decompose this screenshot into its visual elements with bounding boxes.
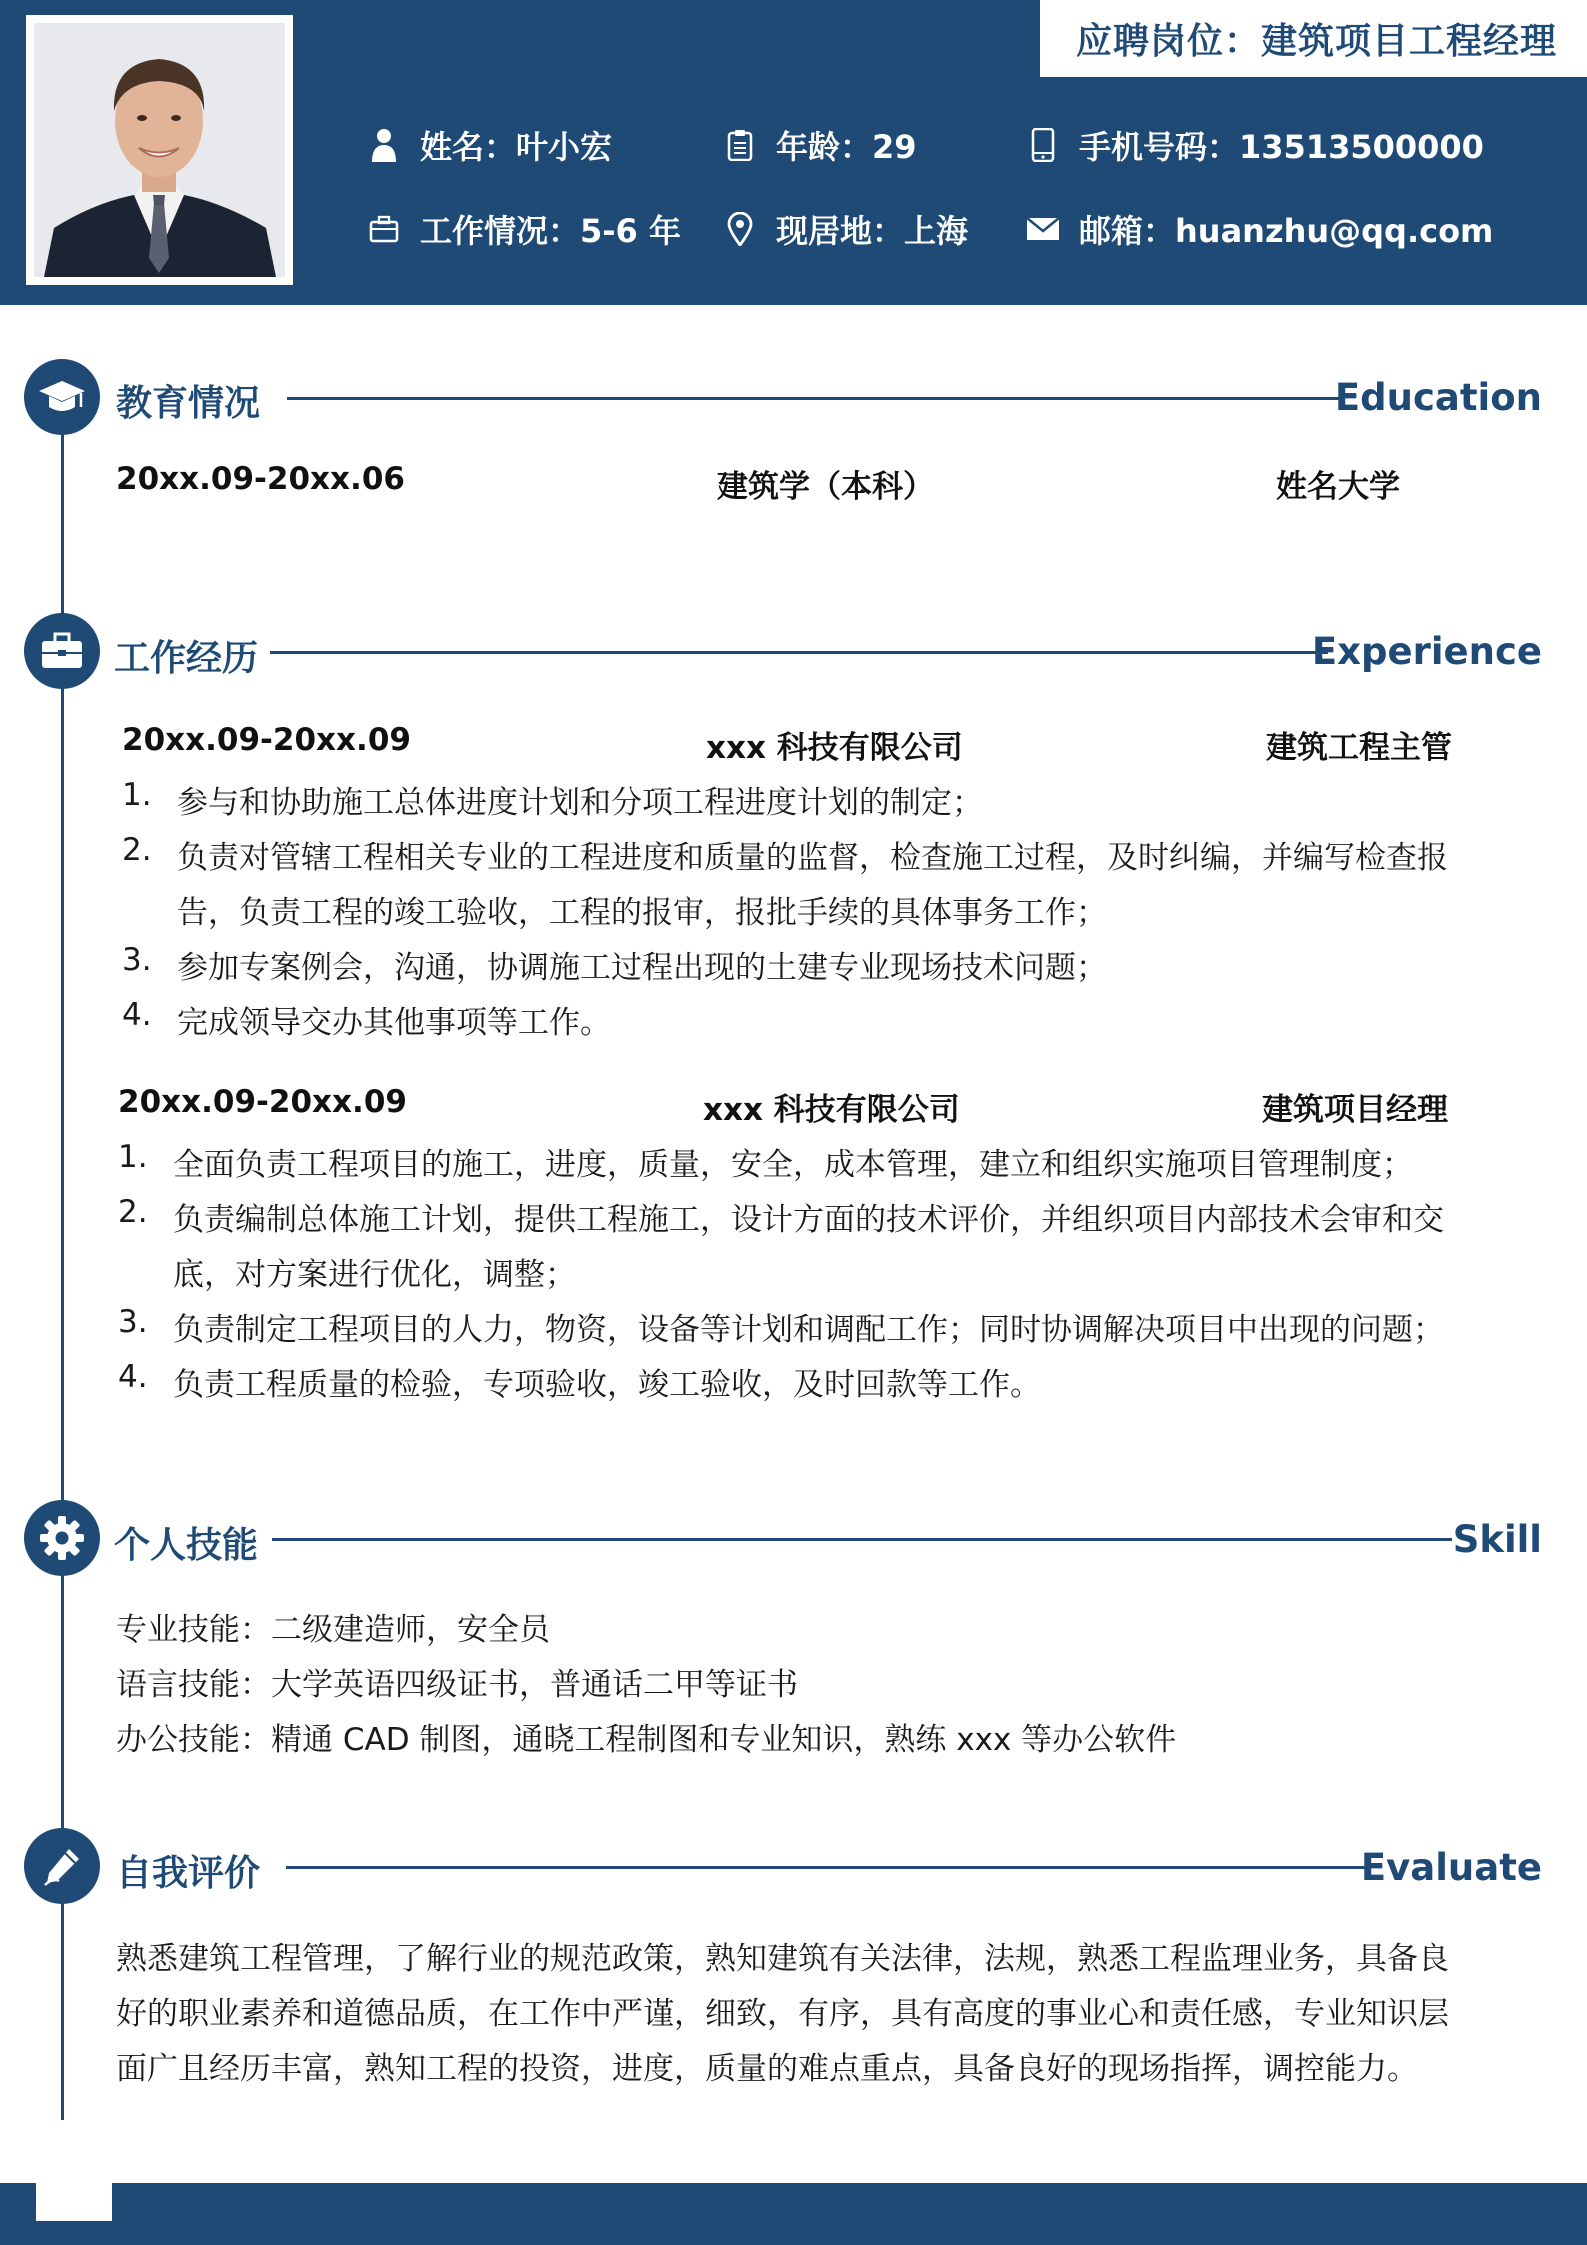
education-school: 姓名大学 (1276, 469, 1400, 505)
job-title: 应聘岗位：建筑项目工程经理 (1075, 21, 1557, 62)
job-1-item-1: 参与和协助施工总体进度计划和分项工程进度计划的制定； (177, 785, 983, 821)
job-2-role: 建筑项目经理 (1262, 1092, 1448, 1128)
clipboard-icon (722, 127, 758, 163)
education-major: 建筑学（本科） (717, 469, 934, 505)
work-case-icon (24, 613, 100, 689)
job-2-item-2-cont: 底，对方案进行优化，调整； (173, 1257, 576, 1293)
evaluation-line-3: 面广且经历丰富，熟知工程的投资，进度，质量的难点重点，具备良好的现场指挥，调控能力。 (116, 2051, 1418, 2087)
evaluation-line-2: 好的职业素养和道德品质，在工作中严谨，细致，有序，具有高度的事业心和责任感，专业知识层 (116, 1996, 1449, 2032)
info-name-text: 姓名：叶小宏 (420, 128, 613, 166)
skill-line-language: 语言技能：大学英语四级证书，普通话二甲等证书 (116, 1667, 798, 1703)
job-1-item-4: 完成领导交办其他事项等工作。 (177, 1005, 611, 1041)
footer-notch (36, 2183, 112, 2221)
profile-photo (34, 23, 285, 277)
job-2-number-3: 3. (118, 1304, 148, 1340)
job-1-item-2-cont: 告，负责工程的竣工验收，工程的报审，报批手续的具体事务工作； (177, 895, 1107, 931)
evaluation-divider (286, 1866, 1368, 1869)
info-email (1025, 206, 1493, 252)
info-location-text: 现居地：上海 (776, 212, 969, 250)
education-title-en: Education (1334, 376, 1542, 419)
job-2-number-2: 2. (118, 1194, 148, 1230)
job-2-item-2: 负责编制总体施工计划，提供工程施工，设计方面的技术评价，并组织项目内部技术会审和交 (173, 1202, 1444, 1238)
education-divider (287, 397, 1345, 400)
info-work-text: 工作情况：5-6 年 (420, 212, 681, 250)
evaluation-title: 自我评价 (116, 1853, 261, 1894)
job-2-number-1: 1. (118, 1139, 148, 1175)
skill-line-office: 办公技能：精通 CAD 制图，通晓工程制图和专业知识，熟练 xxx 等办公软件 (116, 1722, 1177, 1758)
job-2-item-1: 全面负责工程项目的施工，进度，质量，安全，成本管理，建立和组织实施项目管理制度； (173, 1147, 1413, 1183)
info-age-text: 年龄：29 (776, 128, 917, 166)
info-name (366, 122, 612, 168)
skill-line-professional: 专业技能：二级建造师，安全员 (116, 1612, 550, 1648)
job-1-company: xxx 科技有限公司 (706, 730, 963, 766)
info-work (366, 206, 681, 252)
mail-icon (1025, 211, 1061, 247)
job-2-period: 20xx.09-20xx.09 (118, 1084, 407, 1120)
job-title-box (1040, 0, 1587, 77)
job-2-number-4: 4. (118, 1359, 148, 1395)
skills-title: 个人技能 (114, 1525, 259, 1566)
job-2-company: xxx 科技有限公司 (703, 1092, 960, 1128)
evaluation-line-1: 熟悉建筑工程管理，了解行业的规范政策，熟知建筑有关法律，法规，熟悉工程监理业务，具备良 (116, 1941, 1449, 1977)
job-1-role: 建筑工程主管 (1266, 730, 1452, 766)
info-phone-text: 手机号码：13513500000 (1079, 128, 1484, 166)
briefcase-icon (366, 211, 402, 247)
job-1-item-3: 参加专案例会，沟通，协调施工过程出现的土建专业现场技术问题； (177, 950, 1107, 986)
phone-icon (1025, 127, 1061, 163)
info-location (722, 206, 968, 252)
graduation-cap-icon (24, 359, 100, 435)
experience-title-en: Experience (1311, 630, 1542, 673)
experience-divider (270, 651, 1328, 654)
job-1-number-3: 3. (122, 942, 152, 978)
info-phone (1025, 122, 1484, 168)
job-1-number-4: 4. (122, 997, 152, 1033)
skills-title-en: Skill (1452, 1518, 1542, 1561)
job-1-number-1: 1. (122, 777, 152, 813)
job-2-item-4: 负责工程质量的检验，专项验收，竣工验收，及时回款等工作。 (173, 1367, 1041, 1403)
person-icon (366, 127, 402, 163)
profile-photo-frame (26, 15, 293, 285)
education-period: 20xx.09-20xx.06 (116, 461, 405, 497)
job-2-item-3: 负责制定工程项目的人力，物资，设备等计划和调配工作；同时协调解决项目中出现的问题； (173, 1312, 1444, 1348)
job-1-period: 20xx.09-20xx.09 (122, 722, 411, 758)
location-icon (722, 211, 758, 247)
info-email-text: 邮箱：huanzhu@qq.com (1079, 212, 1494, 250)
job-1-item-2: 负责对管辖工程相关专业的工程进度和质量的监督，检查施工过程，及时纠编，并编写检查报 (177, 840, 1448, 876)
skills-divider (272, 1538, 1452, 1541)
gear-icon (24, 1500, 100, 1576)
evaluation-title-en: Evaluate (1360, 1846, 1542, 1889)
footer-bar (0, 2183, 1587, 2245)
education-title: 教育情况 (116, 383, 261, 424)
info-age (722, 122, 917, 168)
pen-icon (24, 1828, 100, 1904)
experience-title: 工作经历 (114, 638, 259, 679)
job-1-number-2: 2. (122, 832, 152, 868)
person-portrait-illustration (34, 23, 285, 277)
